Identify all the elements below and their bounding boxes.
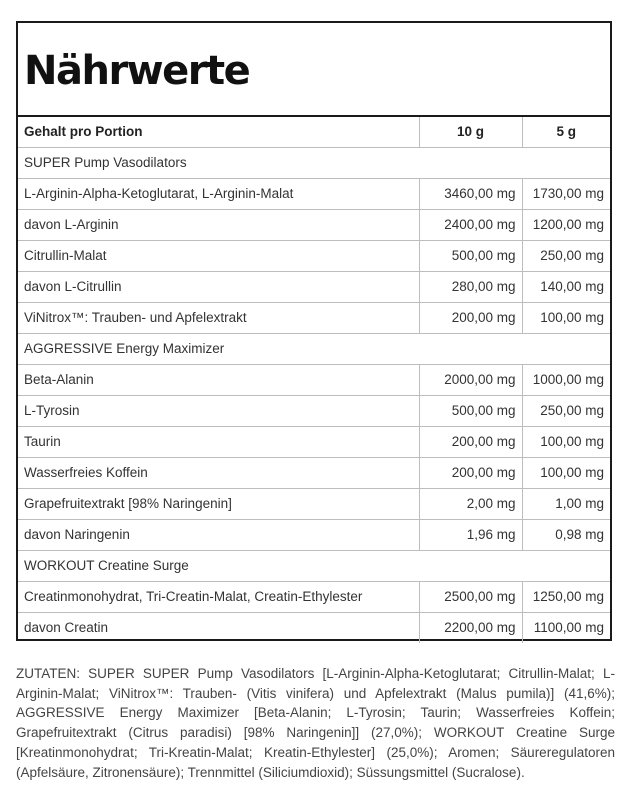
table-row — [18, 426, 610, 457]
header-10g: 10 g — [419, 116, 522, 147]
section-label: AGGRESSIVE Energy Maximizer — [18, 333, 610, 364]
table-row — [18, 240, 610, 271]
header-5g: 5 g — [522, 116, 610, 147]
amount-10g: 1,96 mg — [419, 519, 522, 550]
amount-10g: 200,00 mg — [419, 426, 522, 457]
nutrient-name: Taurin — [18, 426, 419, 457]
section-row — [18, 147, 610, 178]
nutrient-name: davon Creatin — [18, 612, 419, 643]
section-label: WORKOUT Creatine Surge — [18, 550, 610, 581]
amount-10g: 3460,00 mg — [419, 178, 522, 209]
table-row — [18, 488, 610, 519]
amount-5g: 1,00 mg — [522, 488, 610, 519]
amount-10g: 2400,00 mg — [419, 209, 522, 240]
table-row — [18, 519, 610, 550]
amount-5g: 250,00 mg — [522, 395, 610, 426]
amount-5g: 1200,00 mg — [522, 209, 610, 240]
amount-5g: 1100,00 mg — [522, 612, 610, 643]
amount-5g: 100,00 mg — [522, 457, 610, 488]
amount-5g: 100,00 mg — [522, 426, 610, 457]
amount-5g: 100,00 mg — [522, 302, 610, 333]
amount-5g: 1730,00 mg — [522, 178, 610, 209]
ingredients-text: ZUTATEN: SUPER SUPER Pump Vasodilators [L-Arginin-Alpha-Ketoglutarat; Citrullin-Malat; L-Arginin-Malat; ViNitrox™: Trauben- (Vitis vinifera) und Apfelextrakt (Malus pumila)] (41,6%); AGGRESSIVE Energy Maximizer [Beta-Alanin; L-Tyrosin; Taurin; Wasserfreies Koffein; Grapefruitextrakt (Citrus paradisi) [98% Naringenin]] (27,0%); WORKOUT Creatine Surge [Kreatinmonohydrat; Tri-Kreatin-Malat; Kreatin-Ethylester] (25,0%); Aromen; Säureregulatoren (Apfelsäure, Zitronensäure); Trennmittel (Siliciumdioxid); Süssungsmittel (Sucralose). — [16, 666, 615, 780]
table-row — [18, 395, 610, 426]
amount-10g: 280,00 mg — [419, 271, 522, 302]
nutrition-table — [18, 115, 610, 643]
amount-10g: 500,00 mg — [419, 240, 522, 271]
table-row — [18, 364, 610, 395]
page-title: Nährwerte — [24, 48, 250, 94]
nutrient-name: davon Naringenin — [18, 519, 419, 550]
table-row — [18, 457, 610, 488]
nutrient-name: ViNitrox™: Trauben- und Apfelextrakt — [18, 302, 419, 333]
amount-5g: 140,00 mg — [522, 271, 610, 302]
table-row — [18, 302, 610, 333]
amount-5g: 1250,00 mg — [522, 581, 610, 612]
header-portion: Gehalt pro Portion — [18, 116, 419, 147]
nutrient-name: L-Tyrosin — [18, 395, 419, 426]
nutrient-name: Beta-Alanin — [18, 364, 419, 395]
nutrient-name: Grapefruitextrakt [98% Naringenin] — [18, 488, 419, 519]
amount-10g: 2000,00 mg — [419, 364, 522, 395]
table-row — [18, 612, 610, 643]
amount-10g: 2200,00 mg — [419, 612, 522, 643]
nutrition-panel — [16, 21, 612, 641]
nutrient-name: Citrullin-Malat — [18, 240, 419, 271]
amount-10g: 2500,00 mg — [419, 581, 522, 612]
table-row — [18, 209, 610, 240]
section-row — [18, 550, 610, 581]
amount-5g: 1000,00 mg — [522, 364, 610, 395]
amount-5g: 250,00 mg — [522, 240, 610, 271]
amount-10g: 200,00 mg — [419, 302, 522, 333]
nutrient-name: davon L-Arginin — [18, 209, 419, 240]
amount-10g: 2,00 mg — [419, 488, 522, 519]
amount-10g: 200,00 mg — [419, 457, 522, 488]
nutrient-name: davon L-Citrullin — [18, 271, 419, 302]
section-row — [18, 333, 610, 364]
amount-5g: 0,98 mg — [522, 519, 610, 550]
table-row — [18, 581, 610, 612]
table-row — [18, 271, 610, 302]
nutrient-name: L-Arginin-Alpha-Ketoglutarat, L-Arginin-Malat — [18, 178, 419, 209]
section-label: SUPER Pump Vasodilators — [18, 147, 610, 178]
amount-10g: 500,00 mg — [419, 395, 522, 426]
table-row — [18, 178, 610, 209]
nutrient-name: Wasserfreies Koffein — [18, 457, 419, 488]
table-header-row — [18, 116, 610, 147]
nutrient-name: Creatinmonohydrat, Tri-Creatin-Malat, Creatin-Ethylester — [18, 581, 419, 612]
